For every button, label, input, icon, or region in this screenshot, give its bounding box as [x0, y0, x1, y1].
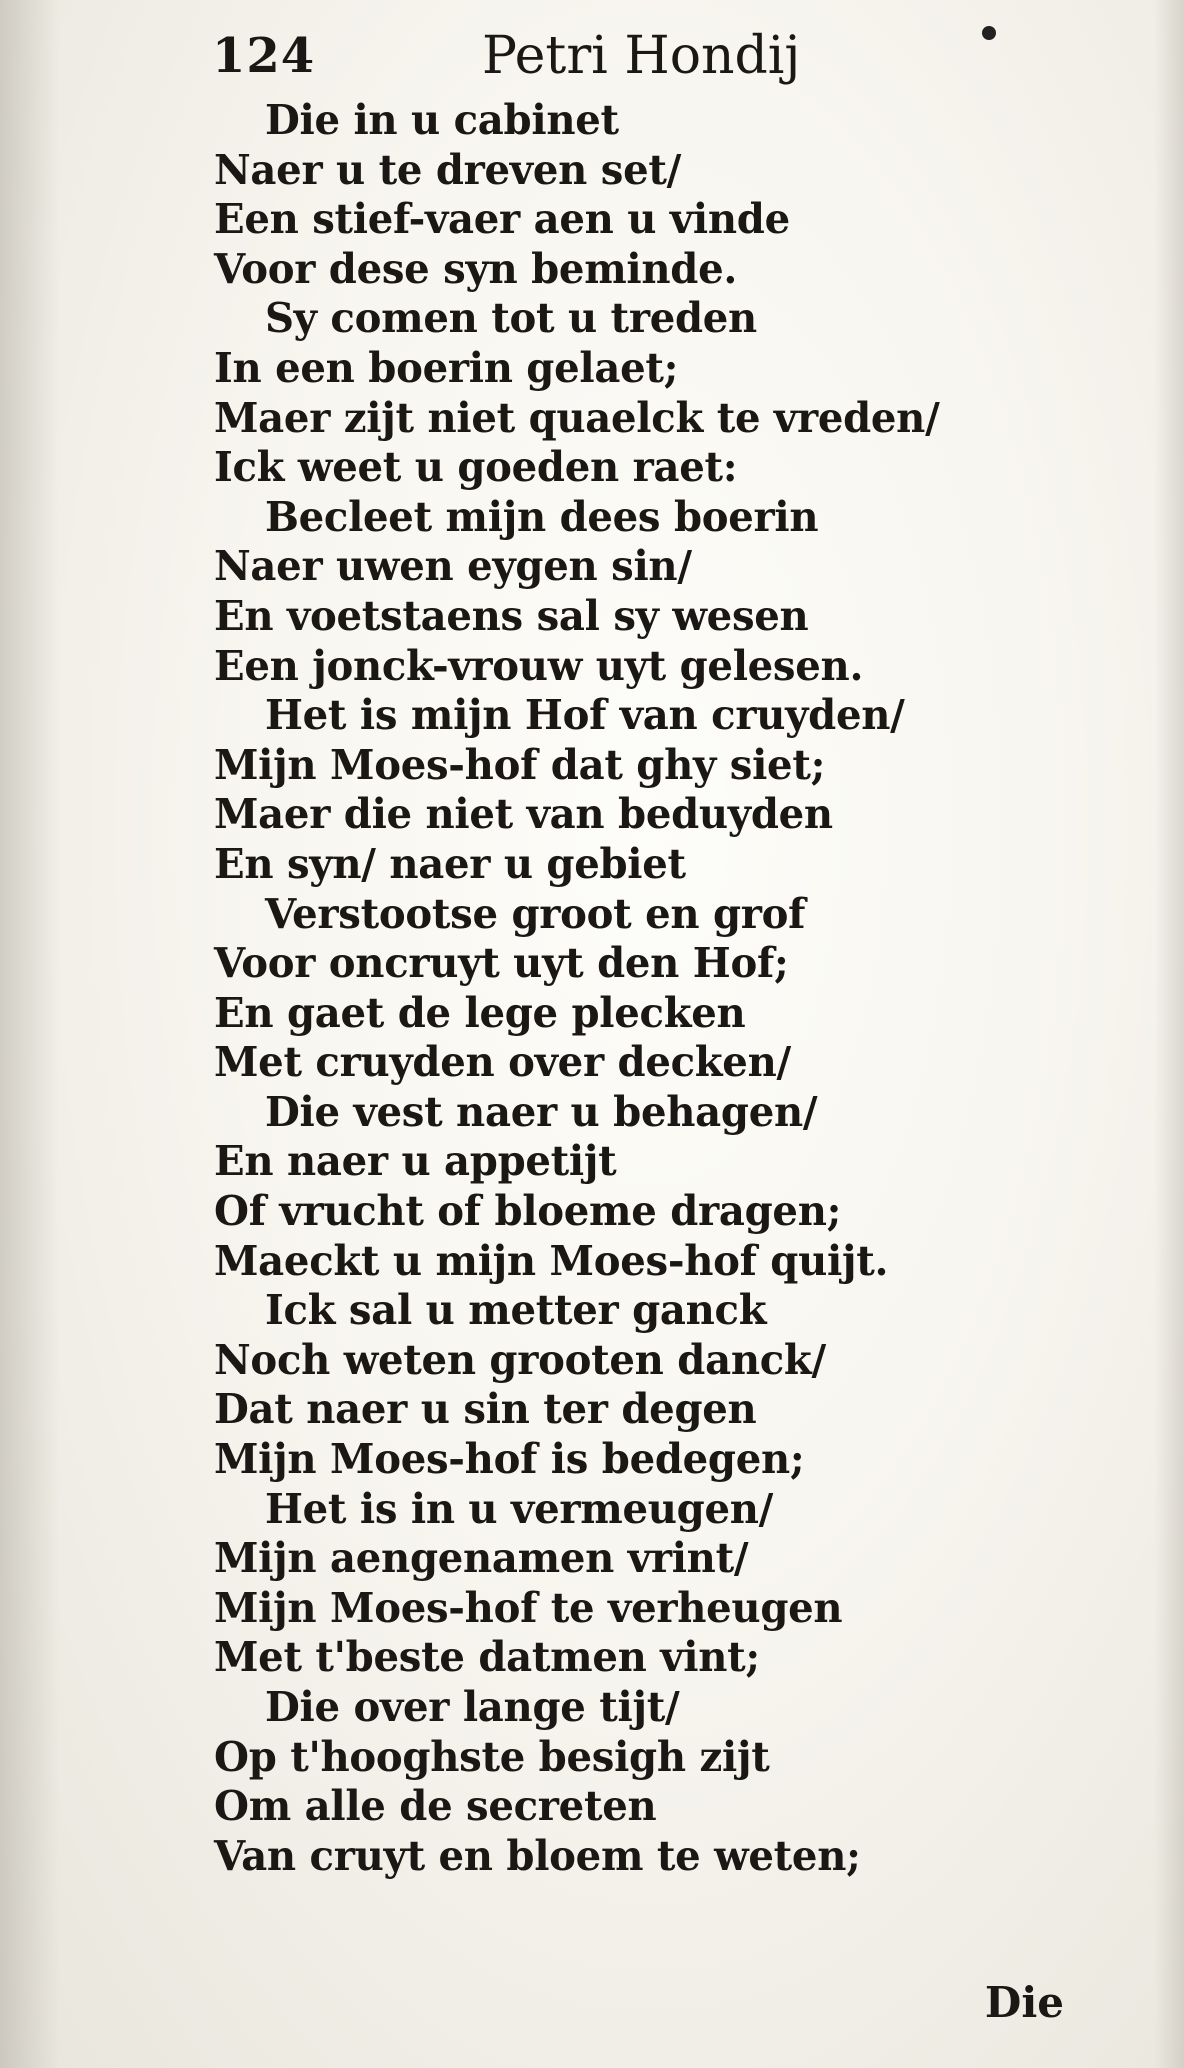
poem-line: Of vrucht of bloeme dragen; — [214, 1187, 842, 1236]
poem-line: Die in u cabinet — [264, 96, 619, 144]
poem-line: Dat naer u sin ter degen — [214, 1385, 757, 1434]
poem-line: Ick weet u goeden raet: — [214, 443, 738, 492]
running-head: Petri Hondij — [482, 26, 801, 86]
poem-line: Naer u te dreven set/ — [214, 145, 681, 194]
page-number: 124 — [212, 28, 316, 84]
poem-line: En syn/ naer u gebiet — [214, 839, 686, 888]
ink-spot — [982, 26, 996, 40]
poem-line: Een jonck-vrouw uyt gelesen. — [214, 641, 864, 690]
poem-text — [214, 96, 1114, 1881]
poem-line: En gaet de lege plecken — [214, 988, 746, 1037]
poem-line: Ick sal u metter ganck — [264, 1286, 767, 1335]
poem-line: Mijn Moes-hof dat ghy siet; — [214, 740, 826, 789]
poem-line: Maer die niet van beduyden — [214, 790, 833, 839]
poem-line: Op t'hooghste besigh zijt — [214, 1732, 770, 1781]
poem-line: Voor dese syn beminde. — [214, 244, 738, 293]
poem-line: En naer u appetijt — [214, 1137, 617, 1186]
poem-line: Sy comen tot u treden — [264, 294, 757, 343]
poem-line: Mijn Moes-hof te verheugen — [214, 1583, 843, 1632]
poem-line: Noch weten grooten danck/ — [214, 1335, 826, 1384]
poem-line: Om alle de secreten — [214, 1782, 657, 1831]
poem-line: Het is in u vermeugen/ — [264, 1484, 774, 1533]
page-header — [212, 18, 1112, 88]
poem-line: Maer zijt niet quaelck te vreden/ — [214, 393, 940, 442]
page-edge-shadow — [1154, 0, 1184, 2068]
gutter-shadow — [0, 0, 60, 2068]
poem-line: Naer uwen eygen sin/ — [214, 542, 692, 591]
poem-line: In een boerin gelaet; — [214, 343, 679, 392]
poem-line: Voor oncruyt uyt den Hof; — [214, 939, 789, 988]
poem-line: Verstootse groot en grof — [264, 889, 806, 938]
poem-line: Maeckt u mijn Moes-hof quijt. — [214, 1236, 889, 1285]
poem-line: Mijn aengenamen vrint/ — [214, 1534, 749, 1583]
poem-line: Becleet mijn dees boerin — [264, 492, 819, 541]
poem-line: Die over lange tijt/ — [264, 1683, 680, 1731]
poem-line: Mijn Moes-hof is bedegen; — [214, 1435, 805, 1484]
poem-line: Die vest naer u behagen/ — [264, 1087, 818, 1136]
poem-line: Het is mijn Hof van cruyden/ — [264, 691, 905, 740]
poem-line: Met cruyden over decken/ — [214, 1038, 791, 1087]
poem-line: Met t'beste datmen vint; — [214, 1633, 760, 1682]
poem-line: Van cruyt en bloem te weten; — [214, 1831, 861, 1880]
poem-line: Een stief-vaer aen u vinde — [214, 195, 790, 244]
poem-line: En voetstaens sal sy wesen — [214, 591, 809, 640]
catchword: Die — [984, 1978, 1064, 2027]
